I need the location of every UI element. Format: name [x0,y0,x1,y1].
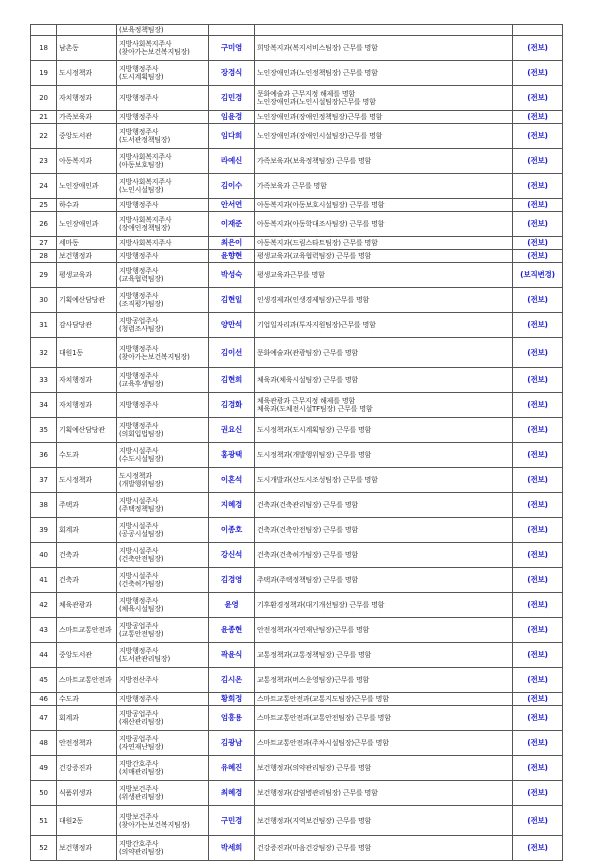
employee-name: 임다희 [209,124,255,149]
row-number: 23 [31,149,57,174]
department-cell: 건축과 [57,568,117,593]
position-cell: 지방행정주사 [117,250,209,263]
transfer-type: (전보) [513,468,563,493]
row-number: 50 [31,781,57,806]
transfer-type: (전보) [513,124,563,149]
department-cell: 세마동 [57,237,117,250]
department-cell: 노인장애인과 [57,212,117,237]
transfer-type: (전보) [513,237,563,250]
department-cell: 하수과 [57,199,117,212]
employee-name: 홍광택 [209,443,255,468]
row-number: 36 [31,443,57,468]
position-cell: 지방행정주사 (의회입법팀장) [117,418,209,443]
table-row [31,36,563,61]
table-row [31,212,563,237]
employee-name: 김이선 [209,338,255,368]
department-cell: 안전정책과 [57,731,117,756]
row-number: 29 [31,263,57,288]
position-cell: 지방행정주사 [117,693,209,706]
row-number: 52 [31,836,57,861]
transfer-type: (보직변경) [513,263,563,288]
transfer-type: (전보) [513,493,563,518]
assignment-cell: 가족보육과(보육정책팀장) 근무를 명함 [255,149,513,174]
table-row [31,543,563,568]
position-cell: 지방행정주사 (조직평가팀장) [117,288,209,313]
department-cell: 남촌동 [57,36,117,61]
position-cell: 지방행정주사 [117,111,209,124]
position-cell: 지방보건주사 (위생관리팀장) [117,781,209,806]
assignment-cell: 노인장애인과(장애인정책팀장)근무를 명함 [255,111,513,124]
row-number: 47 [31,706,57,731]
assignment-cell: 가족보육과 근무를 명함 [255,174,513,199]
assignment-cell: 체육관광과 근무지정 해제를 명함 체육과(도체전시설TF팀장) 근무를 명함 [255,393,513,418]
transfer-type: (전보) [513,86,563,111]
assignment-cell: 스마트교통안전과(교통지도팀장)근무를 명함 [255,693,513,706]
employee-name: 윤종현 [209,618,255,643]
position-cell: 지방행정주사 [117,199,209,212]
position-cell: 지방행정주사 (도서관관리팀장) [117,643,209,668]
department-cell: 스마트교통안전과 [57,618,117,643]
position-cell: (보육정책팀장) [117,25,209,36]
row-number: 48 [31,731,57,756]
row-number: 21 [31,111,57,124]
department-cell: 중앙도서관 [57,124,117,149]
department-cell: 기획예산담당관 [57,288,117,313]
row-number: 31 [31,313,57,338]
row-number: 41 [31,568,57,593]
assignment-cell: 교통정책과(교통정책팀장) 근무를 명함 [255,643,513,668]
row-number: 39 [31,518,57,543]
transfer-type: (전보) [513,111,563,124]
position-cell: 지방보건주사 (찾아가는보건복지팀장) [117,806,209,836]
assignment-cell: 안전정책과(자연재난팀장)근무를 명함 [255,618,513,643]
employee-name: 양만석 [209,313,255,338]
table-row [31,756,563,781]
row-number: 24 [31,174,57,199]
employee-name: 임윤경 [209,111,255,124]
department-cell: 대원1동 [57,338,117,368]
assignment-cell: 희망복지과(복지서비스팀장) 근무를 명함 [255,36,513,61]
employee-name: 김경영 [209,568,255,593]
employee-name: 윤향현 [209,250,255,263]
employee-name: 윤영 [209,593,255,618]
assignment-cell: 건축과(건축안전팀장) 근무를 명함 [255,518,513,543]
position-cell: 지방행정주사 [117,86,209,111]
table-row [31,781,563,806]
position-cell: 지방전산주사 [117,668,209,693]
table-row [31,593,563,618]
transfer-type: (전보) [513,731,563,756]
department-cell: 수도과 [57,443,117,468]
department-cell: 아동복지과 [57,149,117,174]
employee-name: 유혜진 [209,756,255,781]
transfer-type: (전보) [513,706,563,731]
position-cell: 지방사회복지주사 (장애인정책팀장) [117,212,209,237]
assignment-cell: 주택과(주택정책팀장) 근무를 명함 [255,568,513,593]
assignment-cell: 건축과(건축허가팀장) 근무를 명함 [255,543,513,568]
table-row [31,199,563,212]
position-cell: 지방시설주사 (건축안전팀장) [117,543,209,568]
position-cell: 지방행정주사 (찾아가는보건복지팀장) [117,338,209,368]
transfer-type: (전보) [513,568,563,593]
assignment-cell: 건축과(건축관리팀장) 근무를 명함 [255,493,513,518]
employee-name: 구미영 [209,36,255,61]
transfer-type: (전보) [513,836,563,861]
assignment-cell: 문화예술과 근무지정 해제를 명함 노인장애인과(노인시설팀장)근무를 명함 [255,86,513,111]
assignment-cell: 아동복지과(드림스타트팀장) 근무를 명함 [255,237,513,250]
row-number: 43 [31,618,57,643]
assignment-cell: 노인장애인과(장애인시설팀장)근무를 명함 [255,124,513,149]
employee-name: 강신석 [209,543,255,568]
row-number: 33 [31,368,57,393]
transfer-type: (전보) [513,518,563,543]
row-number: 44 [31,643,57,668]
position-cell: 지방사회복지주사 (아동보호팀장) [117,149,209,174]
employee-name: 이혼석 [209,468,255,493]
employee-name: 지혜경 [209,493,255,518]
position-cell: 지방행정주사 (교육협력팀장) [117,263,209,288]
transfer-type: (전보) [513,693,563,706]
transfer-type: (전보) [513,443,563,468]
employee-name: 구민경 [209,806,255,836]
employee-name: 김현희 [209,368,255,393]
table-row [31,124,563,149]
transfer-type: (전보) [513,418,563,443]
assignment-cell: 노인장애인과(노인정책팀장) 근무를 명함 [255,61,513,86]
transfer-type: (전보) [513,393,563,418]
transfer-type: (전보) [513,61,563,86]
position-cell: 지방행정주사 [117,393,209,418]
row-number: 37 [31,468,57,493]
assignment-cell: 보건행정과(감염병관리팀장) 근무를 명함 [255,781,513,806]
table-row [31,263,563,288]
position-cell: 지방공업주사 (자연재난팀장) [117,731,209,756]
department-cell: 건강증진과 [57,756,117,781]
table-row [31,86,563,111]
row-number: 35 [31,418,57,443]
employee-name: 김경화 [209,393,255,418]
row-number: 22 [31,124,57,149]
department-cell: 도시정책과 [57,468,117,493]
assignment-cell: 도시정책과(개발행위팀장) 근무를 명함 [255,443,513,468]
department-cell: 보건행정과 [57,250,117,263]
row-number: 20 [31,86,57,111]
transfer-type: (전보) [513,618,563,643]
assignment-cell: 아동복지과(아동보호시설팀장) 근무를 명함 [255,199,513,212]
table-row [31,149,563,174]
employee-name: 김현일 [209,288,255,313]
transfer-type: (전보) [513,174,563,199]
position-cell: 지방간호주사 (치매관리팀장) [117,756,209,781]
position-cell: 지방시설주사 (건축허가팀장) [117,568,209,593]
position-cell: 지방사회복지주사 (찾아가는보건복지팀장) [117,36,209,61]
assignment-cell: 기후환경정책과(대기개선팀장) 근무를 명함 [255,593,513,618]
transfer-type: (전보) [513,212,563,237]
transfer-type: (전보) [513,668,563,693]
table-row [31,806,563,836]
transfer-type: (전보) [513,806,563,836]
table-row [31,518,563,543]
employee-name: 권요신 [209,418,255,443]
assignment-cell: 평생교육과근무를 명함 [255,263,513,288]
row-number: 19 [31,61,57,86]
position-cell: 지방행정주사 (도서관정책팀장) [117,124,209,149]
row-number: 30 [31,288,57,313]
table-row [31,418,563,443]
table-row-fragment [31,25,563,36]
assignment-cell: 평생교육과(교육협력팀장) 근무를 명함 [255,250,513,263]
assignment-cell: 도시개발과(산도시조성팀장) 근무를 명함 [255,468,513,493]
transfer-type: (전보) [513,543,563,568]
table-row [31,731,563,756]
department-cell: 회계과 [57,518,117,543]
employee-name: 황회정 [209,693,255,706]
employee-name: 라예신 [209,149,255,174]
employee-name: 박세희 [209,836,255,861]
position-cell: 지방공업주사 (청렴조사팀장) [117,313,209,338]
position-cell: 지방간호주사 (의약관리팀장) [117,836,209,861]
transfer-type: (전보) [513,149,563,174]
department-cell: 중앙도서관 [57,643,117,668]
transfer-type: (전보) [513,781,563,806]
department-cell: 가족보육과 [57,111,117,124]
table-row [31,288,563,313]
department-cell: 건축과 [57,543,117,568]
row-number: 40 [31,543,57,568]
employee-name: 이재준 [209,212,255,237]
position-cell: 지방시설주사 (수도시설팀장) [117,443,209,468]
row-number: 46 [31,693,57,706]
row-number: 38 [31,493,57,518]
table-row [31,568,563,593]
department-cell: 수도과 [57,693,117,706]
table-row [31,111,563,124]
position-cell: 지방시설주사 (공공시설팀장) [117,518,209,543]
transfer-type: (전보) [513,368,563,393]
table-row [31,618,563,643]
position-cell: 지방사회복지주사 [117,237,209,250]
table-row [31,668,563,693]
department-cell: 식품위생과 [57,781,117,806]
transfer-type: (전보) [513,756,563,781]
employee-name: 곽윤식 [209,643,255,668]
table-row [31,693,563,706]
table-row [31,338,563,368]
table-row [31,174,563,199]
position-cell: 지방시설주사 (주택정책팀장) [117,493,209,518]
employee-name: 박성숙 [209,263,255,288]
department-cell: 자치행정과 [57,393,117,418]
department-cell: 자치행정과 [57,86,117,111]
assignment-cell: 인생경제과(인생경제팀장)근무를 명함 [255,288,513,313]
table-row [31,468,563,493]
department-cell: 회계과 [57,706,117,731]
assignment-cell: 교통정책과(버스운영팀장)근무를 명함 [255,668,513,693]
employee-name: 최혜경 [209,781,255,806]
employee-name: 엄흥용 [209,706,255,731]
row-number: 34 [31,393,57,418]
department-cell: 보건행정과 [57,836,117,861]
department-cell: 자치행정과 [57,368,117,393]
assignment-cell: 건강증진과(마음건강팀장) 근무를 명함 [255,836,513,861]
table-row [31,493,563,518]
department-cell: 노인장애인과 [57,174,117,199]
table-row [31,237,563,250]
assignment-cell: 도시정책과(도시계획팀장) 근무를 명함 [255,418,513,443]
employee-name: 김민경 [209,86,255,111]
position-cell: 지방공업주사 (교통안전팀장) [117,618,209,643]
employee-name: 장경식 [209,61,255,86]
row-number: 49 [31,756,57,781]
employee-name: 이종호 [209,518,255,543]
transfer-type: (전보) [513,288,563,313]
row-number: 28 [31,250,57,263]
assignment-cell: 보건행정과(지역보건팀장) 근무를 명함 [255,806,513,836]
transfer-type: (전보) [513,250,563,263]
department-cell: 평생교육과 [57,263,117,288]
department-cell: 주택과 [57,493,117,518]
employee-name: 안서연 [209,199,255,212]
table-row [31,368,563,393]
department-cell: 대원2동 [57,806,117,836]
transfer-type: (전보) [513,36,563,61]
employee-name: 김이수 [209,174,255,199]
assignment-cell: 기업일자리과(투자지원팀장)근무를 명함 [255,313,513,338]
position-cell: 지방공업주사 (재산관리팀장) [117,706,209,731]
department-cell: 스마트교통안전과 [57,668,117,693]
table-row [31,706,563,731]
assignment-cell: 체육과(체육시설팀장) 근무를 명함 [255,368,513,393]
position-cell: 도시정책과 (개발행위팀장) [117,468,209,493]
employee-name: 김시온 [209,668,255,693]
employee-name: 김광남 [209,731,255,756]
department-cell: 도시정책과 [57,61,117,86]
row-number: 27 [31,237,57,250]
table-row [31,61,563,86]
row-number: 32 [31,338,57,368]
table-row [31,313,563,338]
personnel-table-page [30,24,562,861]
position-cell: 지방사회복지주사 (노인시설팀장) [117,174,209,199]
department-cell: 체육관광과 [57,593,117,618]
assignment-cell: 아동복지과(아동학대조사팀장) 근무를 명함 [255,212,513,237]
personnel-table [30,24,563,861]
row-number: 25 [31,199,57,212]
row-number: 26 [31,212,57,237]
department-cell: 기획예산담당관 [57,418,117,443]
transfer-type: (전보) [513,199,563,212]
table-row [31,393,563,418]
position-cell: 지방행정주사 (교육후생팀장) [117,368,209,393]
assignment-cell: 스마트교통안전과(교통안전팀장) 근무를 명함 [255,706,513,731]
department-cell: 감사담당관 [57,313,117,338]
table-row [31,643,563,668]
position-cell: 지방행정주사 (도시계획팀장) [117,61,209,86]
row-number: 45 [31,668,57,693]
table-row [31,250,563,263]
row-number: 18 [31,36,57,61]
employee-name: 최은이 [209,237,255,250]
position-cell: 지방행정주사 (체육시설팀장) [117,593,209,618]
transfer-type: (전보) [513,593,563,618]
row-number: 51 [31,806,57,836]
row-number: 42 [31,593,57,618]
table-row [31,443,563,468]
transfer-type: (전보) [513,643,563,668]
transfer-type: (전보) [513,338,563,368]
table-row [31,836,563,861]
assignment-cell: 보건행정과(의약관리팀장) 근무를 명함 [255,756,513,781]
assignment-cell: 문화예술과(관광팀장) 근무를 명함 [255,338,513,368]
transfer-type: (전보) [513,313,563,338]
assignment-cell: 스마트교통안전과(주차시설팀장)근무를 명함 [255,731,513,756]
